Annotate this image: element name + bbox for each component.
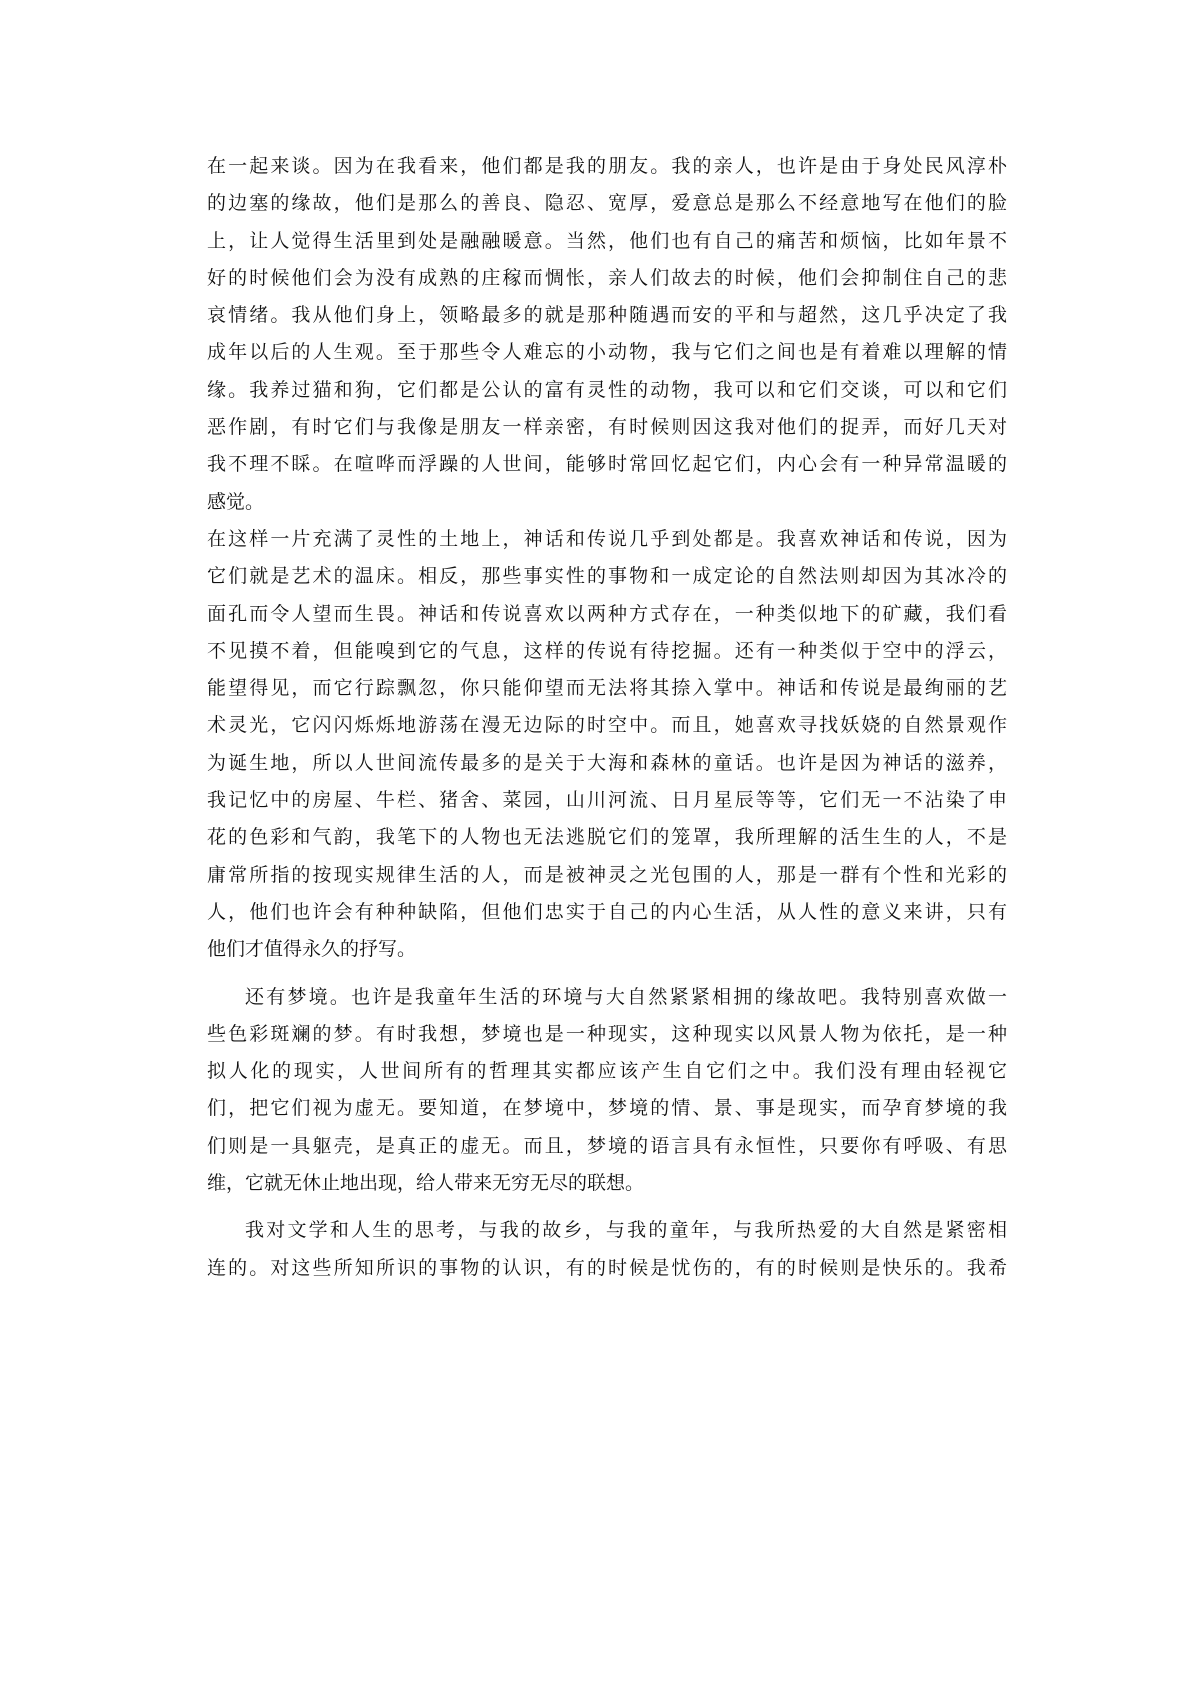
text-line: 些色彩斑斓的梦。有时我想，梦境也是一种现实，这种现实以风景人物为依托，是一种 (207, 1022, 1007, 1045)
text-line: 好的时候他们会为没有成熟的庄稼而惆怅，亲人们故去的时候，他们会抑制住自己的悲 (207, 266, 1007, 289)
text-line: 维，它就无休止地出现，给人带来无穷无尽的联想。 (207, 1172, 645, 1195)
text-line: 为诞生地，所以人世间流传最多的是关于大海和森林的童话。也许是因为神话的滋养， (207, 751, 1007, 774)
text-line: 庸常所指的按现实规律生活的人，而是被神灵之光包围的人，那是一群有个性和光彩的 (207, 863, 1007, 886)
text-line: 成年以后的人生观。至于那些令人难忘的小动物，我与它们之间也是有着难以理解的情 (207, 341, 1007, 364)
paragraph (207, 1212, 1007, 1287)
text-line: 缘。我养过猫和狗，它们都是公认的富有灵性的动物，我可以和它们交谈，可以和它们 (207, 378, 1007, 401)
text-line: 我记忆中的房屋、牛栏、猪舍、菜园，山川河流、日月星辰等等，它们无一不沾染了申 (207, 789, 1007, 812)
text-line: 花的色彩和气韵，我笔下的人物也无法逃脱它们的笼罩，我所理解的活生生的人，不是 (207, 826, 1007, 849)
text-line: 上，让人觉得生活里到处是融融暖意。当然，他们也有自己的痛苦和烦恼，比如年景不 (207, 229, 1007, 252)
text-line: 的边塞的缘故，他们是那么的善良、隐忍、宽厚，爱意总是那么不经意地写在他们的脸 (207, 192, 1007, 215)
text-line: 哀情绪。我从他们身上，领略最多的就是那种随遇而安的平和与超然，这几乎决定了我 (207, 304, 1007, 327)
text-line: 能望得见，而它行踪飘忽，你只能仰望而无法将其捺入掌中。神话和传说是最绚丽的艺 (207, 677, 1007, 700)
text-line: 他们才值得永久的抒写。 (207, 938, 417, 961)
text-line: 连的。对这些所知所识的事物的认识，有的时候是忧伤的，有的时候则是快乐的。我希 (207, 1256, 1007, 1279)
text-line: 还有梦境。也许是我童年生活的环境与大自然紧紧相拥的缘故吧。我特别喜欢做一 (245, 985, 1007, 1008)
text-line: 我不理不睬。在喧哗而浮躁的人世间，能够时常回忆起它们，内心会有一种异常温暖的 (207, 453, 1007, 476)
text-line: 术灵光，它闪闪烁烁地游荡在漫无边际的时空中。而且，她喜欢寻找妖娆的自然景观作 (207, 714, 1007, 737)
text-line: 我对文学和人生的思考，与我的故乡，与我的童年，与我所热爱的大自然是紧密相 (245, 1219, 1007, 1242)
text-line: 感觉。 (207, 490, 265, 513)
text-line: 们，把它们视为虚无。要知道，在梦境中，梦境的情、景、事是现实，而孕育梦境的我 (207, 1097, 1007, 1120)
text-line: 它们就是艺术的温床。相反，那些事实性的事物和一成定论的自然法则却因为其冰冷的 (207, 565, 1007, 588)
text-line: 面孔而令人望而生畏。神话和传说喜欢以两种方式存在，一种类似地下的矿藏，我们看 (207, 602, 1007, 625)
paragraph (207, 148, 1007, 521)
paragraph (207, 521, 1007, 969)
document-body (207, 148, 1007, 1287)
text-line: 在一起来谈。因为在我看来，他们都是我的朋友。我的亲人，也许是由于身处民风淳朴 (207, 155, 1007, 177)
text-line: 人，他们也许会有种种缺陷，但他们忠实于自己的内心生活，从人性的意义来讲，只有 (207, 900, 1007, 923)
text-line: 们则是一具躯壳，是真正的虚无。而且，梦境的语言具有永恒性，只要你有呼吸、有思 (207, 1134, 1007, 1157)
text-line: 不见摸不着，但能嗅到它的气息，这样的传说有待挖掘。还有一种类似于空中的浮云， (207, 639, 1007, 662)
paragraph-spacer (207, 969, 1007, 979)
paragraph (207, 979, 1007, 1203)
text-line: 恶作剧，有时它们与我像是朋友一样亲密，有时候则因这我对他们的捉弄，而好几天对 (207, 416, 1007, 439)
paragraph-spacer (207, 1202, 1007, 1212)
text-line: 在这样一片充满了灵性的土地上，神话和传说几乎到处都是。我喜欢神话和传说，因为 (207, 527, 1007, 550)
text-line: 拟人化的现实，人世间所有的哲理其实都应该产生自它们之中。我们没有理由轻视它 (207, 1060, 1007, 1083)
